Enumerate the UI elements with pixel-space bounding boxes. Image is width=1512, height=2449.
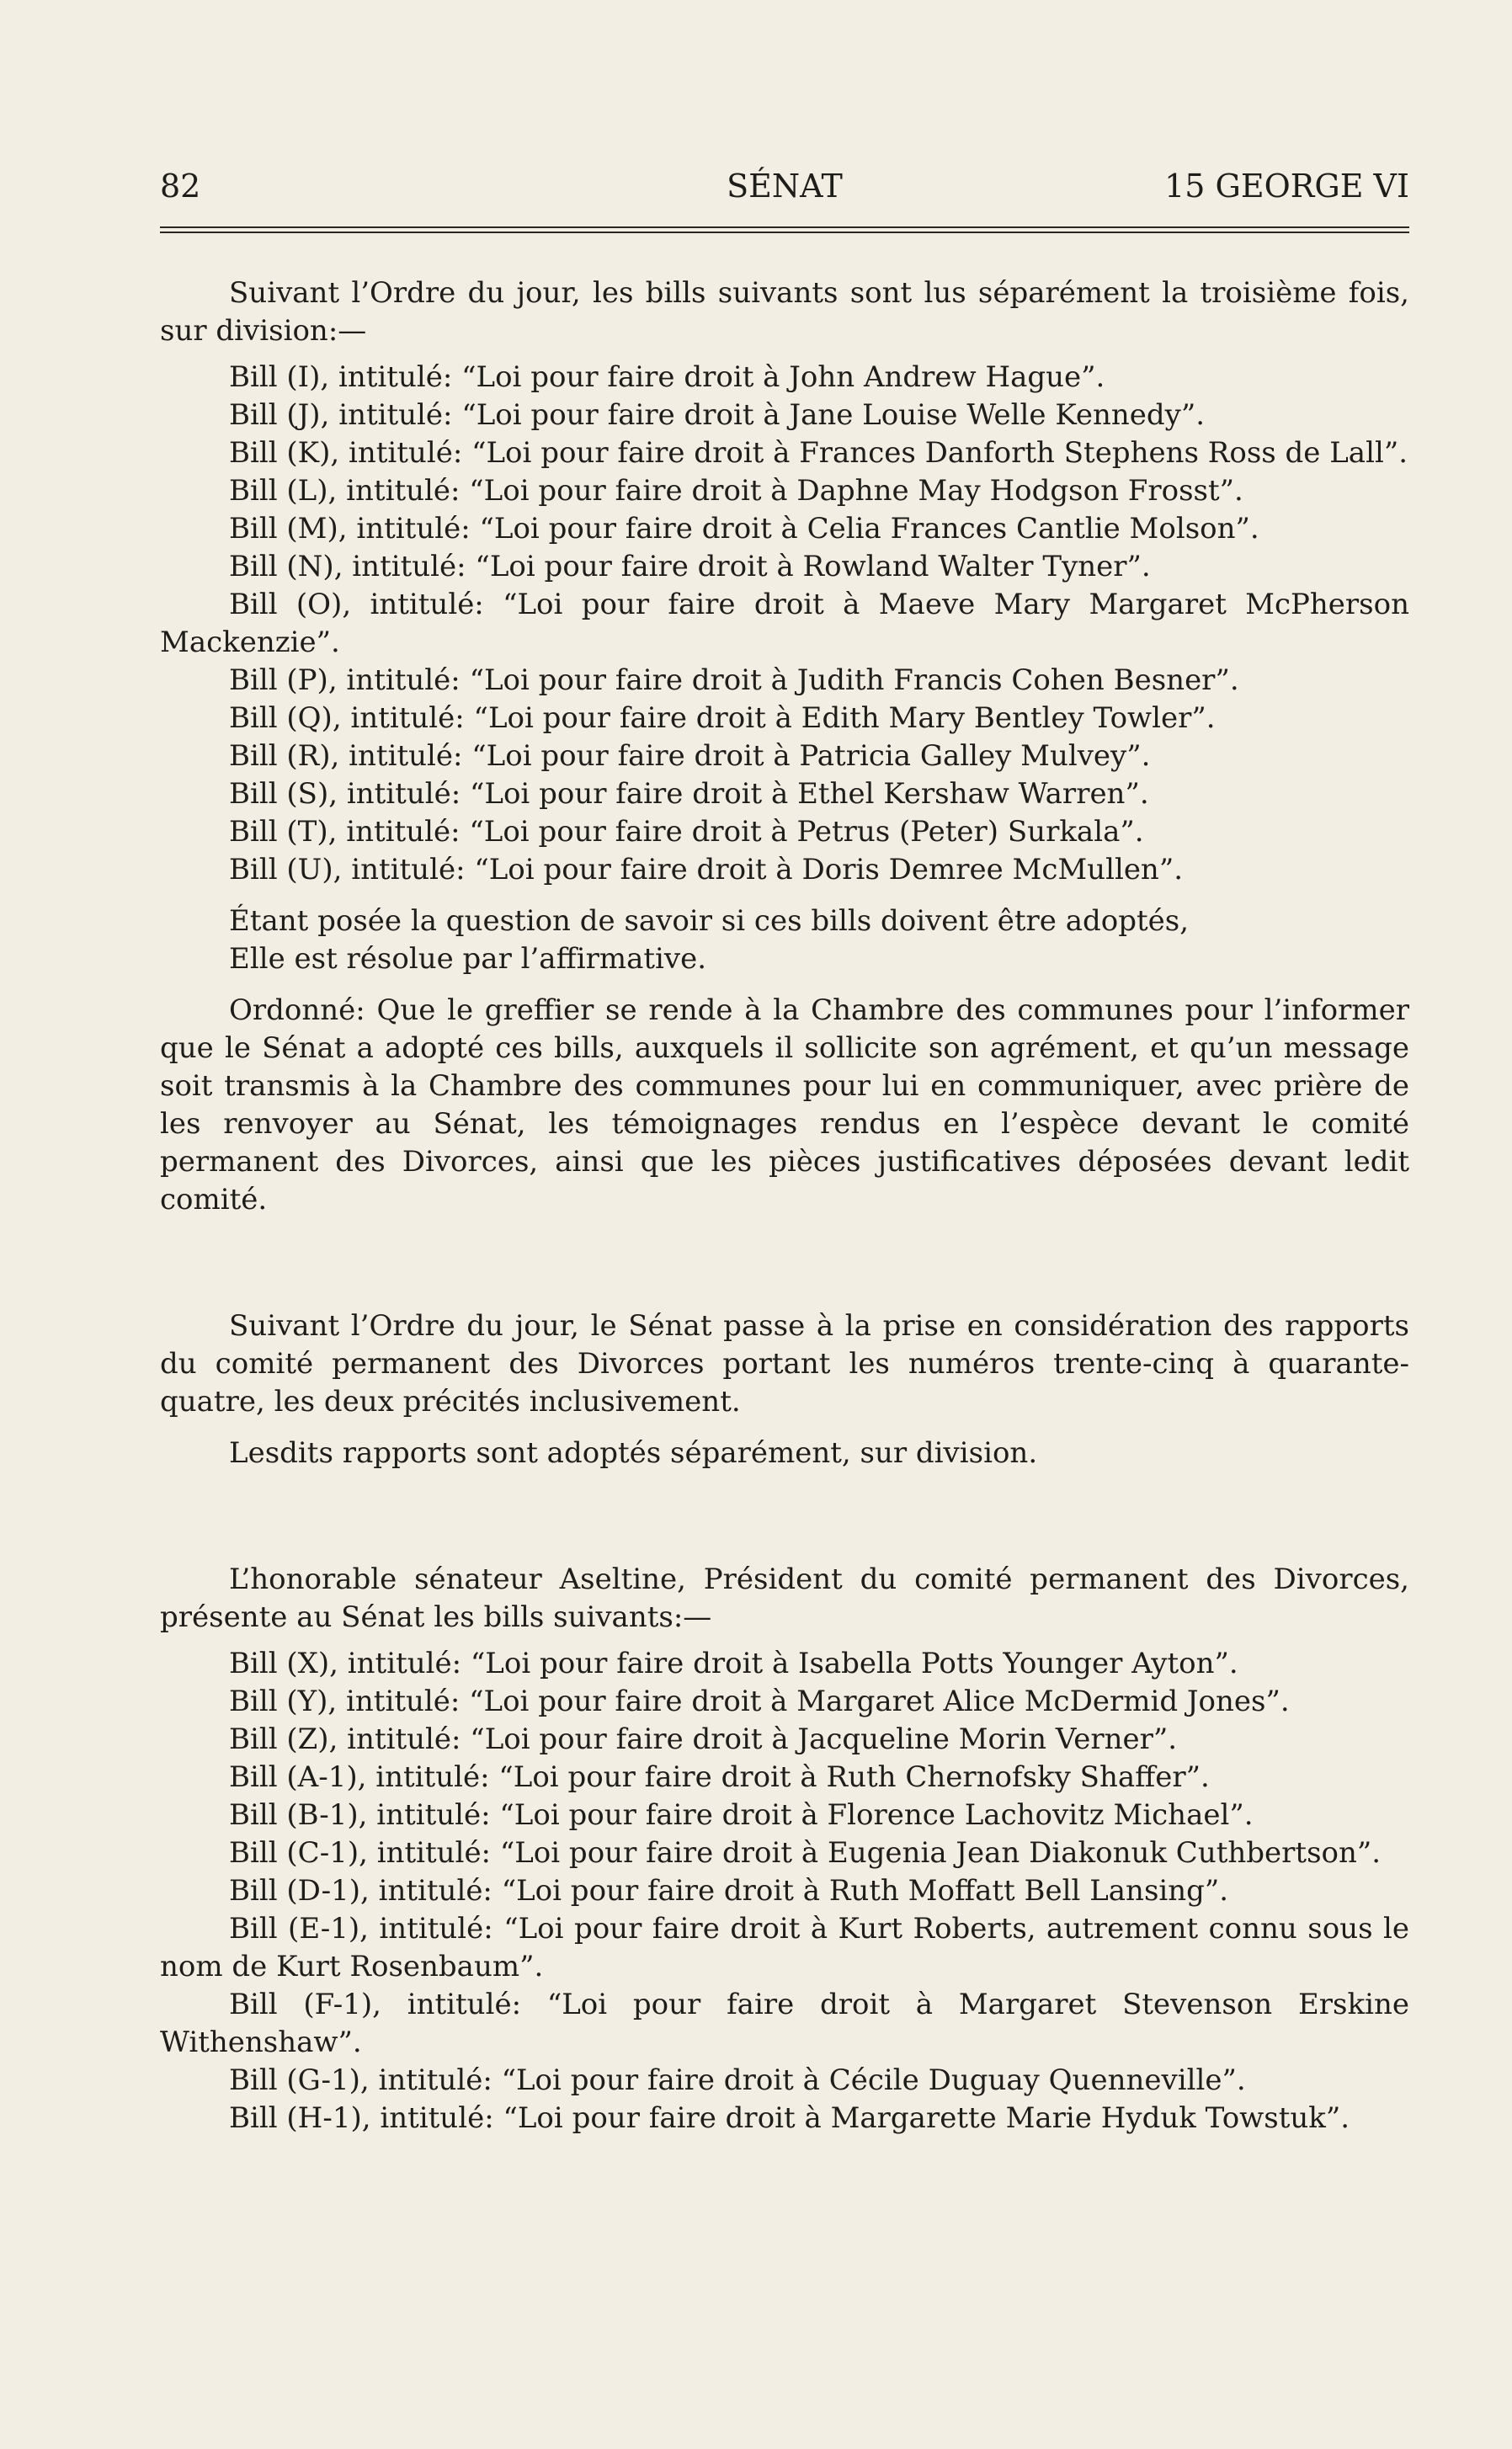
bill-item: Bill (S), intitulé: “Loi pour faire droit à Ethel Kershaw Warren”.: [229, 777, 1149, 811]
document-body: [160, 274, 1409, 2138]
bill-item: Bill (Y), intitulé: “Loi pour faire droit à Margaret Alice McDermid Jones”.: [229, 1685, 1290, 1718]
bill-item: Bill (I), intitulé: “Loi pour faire droit à John Andrew Hague”.: [229, 360, 1105, 394]
header-double-rule: [160, 226, 1409, 233]
page-title: SÉNAT: [727, 168, 843, 205]
bill-item: Bill (R), intitulé: “Loi pour faire droit à Patricia Galley Mulvey”.: [229, 739, 1151, 773]
bill-item: Bill (Z), intitulé: “Loi pour faire droit à Jacqueline Morin Verner”.: [229, 1722, 1178, 1756]
bill-item: Bill (G-1), intitulé: “Loi pour faire droit à Cécile Duguay Quenneville”.: [229, 2063, 1246, 2097]
bill-item: Bill (E-1), intitulé: “Loi pour faire droit à Kurt Roberts, autrement connu sous le nom de Kurt Rosenbaum”.: [160, 1912, 1409, 1983]
order-paragraph: Ordonné: Que le greffier se rende à la Chambre des communes pour l’informer que le Sénat a adopté ces bills, auxquels il sollicite son agrément, et qu’un message soit transmis à la Chambre des communes pour lui en communiquer, avec prière de les renvoyer au Sénat, les témoignages rendus en l’espèce devant le comité permanent des Divorces, ainsi que les pièces justificatives déposées devant ledit comité.: [160, 993, 1409, 1217]
section3-intro: L’honorable sénateur Aseltine, Président du comité permanent des Divorces, présente au Sénat les bills suivants:—: [160, 1563, 1409, 1634]
bill-item: Bill (B-1), intitulé: “Loi pour faire droit à Florence Lachovitz Michael”.: [229, 1798, 1254, 1832]
bill-item: Bill (N), intitulé: “Loi pour faire droit à Rowland Walter Tyner”.: [229, 550, 1151, 583]
resolution-text: Elle est résolue par l’affirmative.: [229, 942, 707, 976]
page-header: [160, 165, 1409, 207]
bill-item: Bill (O), intitulé: “Loi pour faire droit à Maeve Mary Margaret McPherson Mackenzie”.: [160, 588, 1409, 659]
bill-item: Bill (C-1), intitulé: “Loi pour faire droit à Eugenia Jean Diakonuk Cuthbertson”.: [229, 1836, 1382, 1870]
bill-item: Bill (L), intitulé: “Loi pour faire droit à Daphne May Hodgson Frosst”.: [229, 474, 1243, 508]
bill-item: Bill (X), intitulé: “Loi pour faire droit à Isabella Potts Younger Ayton”.: [229, 1647, 1238, 1680]
section2-intro: Suivant l’Ordre du jour, le Sénat passe à la prise en considération des rapports du comité permanent des Divorces portant les numéros trente-cinq à quarante-quatre, les deux précités inclusivement.: [160, 1309, 1409, 1419]
question-text: Étant posée la question de savoir si ces bills doivent être adoptés,: [229, 904, 1190, 938]
bill-item: Bill (F-1), intitulé: “Loi pour faire droit à Margaret Stevenson Erskine Withenshaw”.: [160, 1988, 1409, 2059]
bill-item: Bill (H-1), intitulé: “Loi pour faire droit à Margarette Marie Hyduk Towstuk”.: [229, 2101, 1350, 2135]
bill-item: Bill (Q), intitulé: “Loi pour faire droit à Edith Mary Bentley Towler”.: [229, 701, 1216, 735]
bill-item: Bill (A-1), intitulé: “Loi pour faire droit à Ruth Chernofsky Shaffer”.: [229, 1760, 1210, 1794]
page-number: 82: [160, 168, 201, 205]
bill-item: Bill (J), intitulé: “Loi pour faire droit à Jane Louise Welle Kennedy”.: [229, 398, 1206, 432]
bill-item: Bill (U), intitulé: “Loi pour faire droit à Doris Demree McMullen”.: [229, 853, 1184, 886]
section2-adopted: Lesdits rapports sont adoptés séparément, sur division.: [229, 1436, 1038, 1470]
section1-intro: Suivant l’Ordre du jour, les bills suivants sont lus séparément la troisième fois, sur division:—: [160, 276, 1409, 348]
bill-item: Bill (D-1), intitulé: “Loi pour faire droit à Ruth Moffatt Bell Lansing”.: [229, 1874, 1229, 1908]
bill-item: Bill (K), intitulé: “Loi pour faire droit à Frances Danforth Stephens Ross de Lall”.: [229, 436, 1408, 470]
bill-item: Bill (M), intitulé: “Loi pour faire droit à Celia Frances Cantlie Molson”.: [229, 512, 1259, 546]
bill-item: Bill (T), intitulé: “Loi pour faire droit à Petrus (Peter) Surkala”.: [229, 815, 1144, 849]
reign-label: 15 GEORGE VI: [1164, 168, 1409, 205]
bill-item: Bill (P), intitulé: “Loi pour faire droit à Judith Francis Cohen Besner”.: [229, 663, 1239, 697]
